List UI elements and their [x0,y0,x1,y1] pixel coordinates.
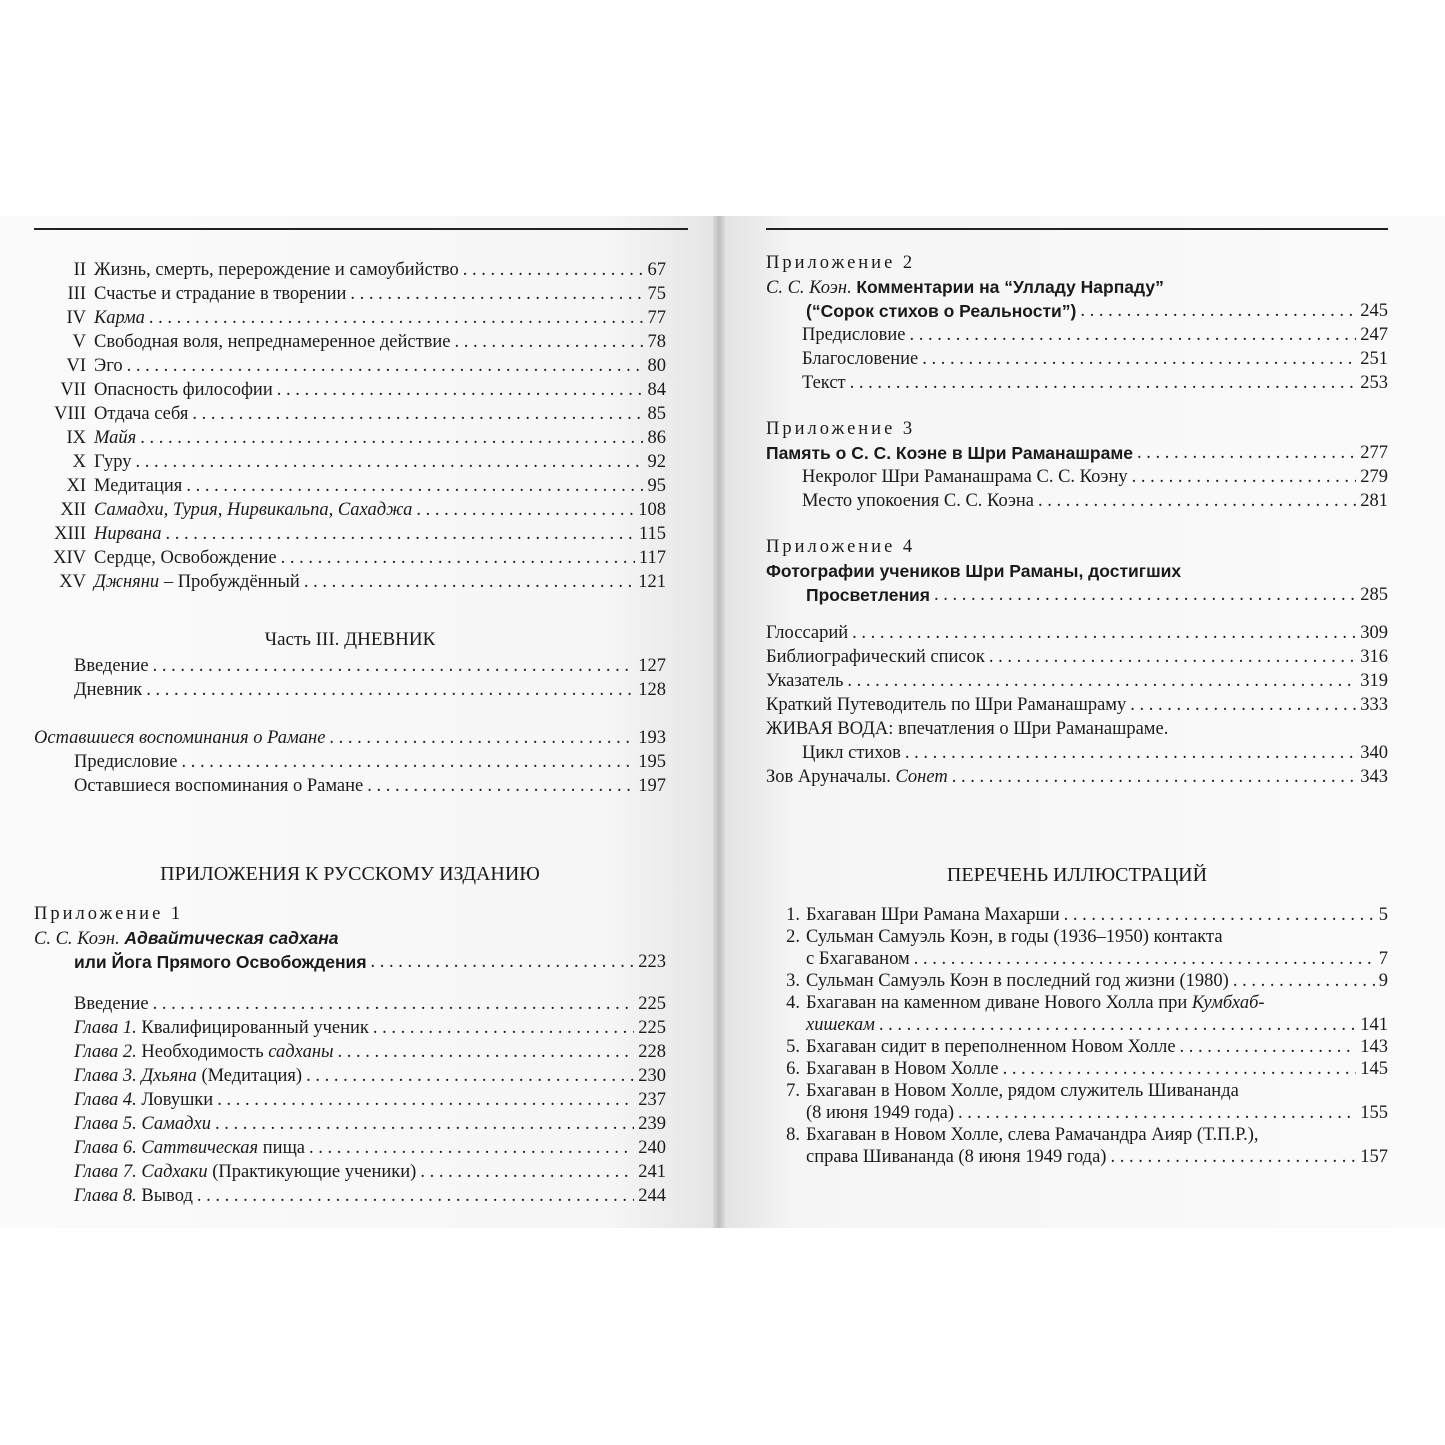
toc-row[interactable]: V Свободная воля, непреднамеренное действие . . . 78 [34,330,666,354]
toc-row[interactable]: Глава 7. Садхаки (Практикующие ученики) . . . 241 [34,1160,666,1184]
illustration-row-cont[interactable]: справа Шивананда (8 июня 1949 года) . . . 157 [766,1147,1388,1169]
toc-row[interactable]: Глава 2. Необходимость садханы . . . 228 [34,1040,666,1064]
toc-row[interactable]: Память о С. С. Коэне в Шри Раманашраме . . . 277 [766,441,1388,465]
toc-row[interactable]: Глоссарий . . . 309 [766,621,1388,645]
toc-row[interactable]: Краткий Путеводитель по Шри Раманашраму . . . 333 [766,693,1388,717]
toc-row[interactable]: Глава 6. Саттвическая пища . . . 240 [34,1136,666,1160]
toc-row[interactable]: Введение . . . 225 [34,992,666,1016]
illustration-row[interactable]: 1. Бхагаван Шри Рамана Махарши . . . 5 [766,905,1388,927]
toc-row[interactable]: VIII Отдача себя . . . 85 [34,402,666,426]
toc-row[interactable]: IX Майя . . . 86 [34,426,666,450]
toc-row[interactable]: Просветления . . . 285 [766,583,1388,607]
toc-row[interactable]: Благословение . . . 251 [766,347,1388,371]
toc-row[interactable]: Глава 1. Квалифицированный ученик . . . 225 [34,1016,666,1040]
right-toc [766,251,1388,1169]
right-header-rule [766,228,1388,230]
toc-row[interactable]: II Жизнь, смерть, перерождение и самоубийство . . . 67 [34,258,666,282]
toc-row[interactable]: Цикл стихов . . . 340 [766,741,1388,765]
toc-row[interactable]: XIII Нирвана . . . 115 [34,522,666,546]
illustration-row[interactable]: 2. Сульман Самуэль Коэн, в годы (1936–1950) контакта [786,927,1223,947]
living-water-heading[interactable]: ЖИВАЯ ВОДА: впечатления о Шри Раманашраме. [766,719,1169,739]
illustration-row[interactable]: 4. Бхагаван на каменном диване Нового Холла при Кумбхаб- [786,993,1265,1013]
illustration-row[interactable]: 5. Бхагаван сидит в переполненном Новом Холле . . . 143 [766,1037,1388,1059]
toc-row[interactable]: VI Эго . . . 80 [34,354,666,378]
toc-row[interactable]: X Гуру . . . 92 [34,450,666,474]
toc-row[interactable]: или Йога Прямого Освобождения . . . 223 [34,950,666,974]
appendix3-label: Приложение 3 [766,419,916,439]
toc-row[interactable]: Предисловие . . . 195 [34,750,666,774]
book-gutter [713,216,725,1228]
toc-row[interactable]: Библиографический список . . . 316 [766,645,1388,669]
part3-heading: Часть III. ДНЕВНИК [264,629,436,650]
toc-row[interactable]: VII Опасность философии . . . 84 [34,378,666,402]
toc-row[interactable]: (“Сорок стихов о Реальности”) . . . 245 [766,299,1388,323]
appendices-heading: ПРИЛОЖЕНИЯ К РУССКОМУ ИЗДАНИЮ [160,863,540,885]
toc-row[interactable]: Глава 4. Ловушки . . . 237 [34,1088,666,1112]
illustration-row-cont[interactable]: с Бхагаваном . . . 7 [766,949,1388,971]
toc-row[interactable]: Дневник . . . 128 [34,678,666,702]
toc-row[interactable]: Глава 3. Дхьяна (Медитация) . . . 230 [34,1064,666,1088]
toc-row[interactable]: Зов Аруначалы. Сонет . . . 343 [766,765,1388,789]
appendix1-heading[interactable]: С. С. Коэн. Адвайтическая садхана [34,928,339,949]
toc-row[interactable]: Оставшиеся воспоминания о Рамане . . . 197 [34,774,666,798]
appendix1-label: Приложение 1 [34,904,184,924]
toc-row[interactable]: Введение . . . 127 [34,654,666,678]
illustration-row[interactable]: 8. Бхагаван в Новом Холле, слева Рамачандра Аияр (Т.П.Р.), [786,1125,1259,1145]
book-spread [0,216,1445,1228]
toc-row[interactable]: Глава 5. Самадхи . . . 239 [34,1112,666,1136]
toc-row[interactable]: III Счастье и страдание в творении . . . 75 [34,282,666,306]
illustrations-heading: ПЕРЕЧЕНЬ ИЛЛЮСТРАЦИЙ [946,864,1208,886]
toc-row[interactable]: Указатель . . . 319 [766,669,1388,693]
illustration-row[interactable]: 7. Бхагаван в Новом Холле, рядом служитель Шивананда [786,1081,1239,1101]
appendix2-heading[interactable]: С. С. Коэн. Комментарии на “Улладу Нарпаду” [766,277,1164,298]
toc-row[interactable]: XI Медитация . . . 95 [34,474,666,498]
toc-row[interactable]: Глава 8. Вывод . . . 244 [34,1184,666,1208]
appendix4-heading[interactable]: Фотографии учеников Шри Раманы, достигших [766,561,1182,581]
toc-row[interactable]: Место упокоения С. С. Коэна . . . 281 [766,489,1388,513]
toc-row[interactable]: XII Самадхи, Турия, Нирвикальпа, Сахаджа . . . 108 [34,498,666,522]
illustrations-list [766,905,1388,1169]
left-header-rule [34,228,688,230]
illustration-row-cont[interactable]: (8 июня 1949 года) . . . 155 [766,1103,1388,1125]
toc-row[interactable]: Предисловие . . . 247 [766,323,1388,347]
toc-row[interactable]: XV Джняни – Пробуждённый . . . 121 [34,570,666,594]
toc-row[interactable]: Текст . . . 253 [766,371,1388,395]
toc-row[interactable]: IV Карма . . . 77 [34,306,666,330]
toc-row[interactable]: XIV Сердце, Освобождение . . . 117 [34,546,666,570]
toc-row[interactable]: Оставшиеся воспоминания о Рамане . . . 193 [34,726,666,750]
appendix2-label: Приложение 2 [766,253,916,273]
illustration-row-cont[interactable]: хишекам . . . 141 [766,1015,1388,1037]
left-toc [34,258,666,1208]
illustration-row[interactable]: 6. Бхагаван в Новом Холле . . . 145 [766,1059,1388,1081]
illustration-row[interactable]: 3. Сульман Самуэль Коэн в последний год жизни (1980) . . . 9 [766,971,1388,993]
toc-row[interactable]: Некролог Шри Раманашрама С. С. Коэну . . . 279 [766,465,1388,489]
appendix4-label: Приложение 4 [766,537,916,557]
